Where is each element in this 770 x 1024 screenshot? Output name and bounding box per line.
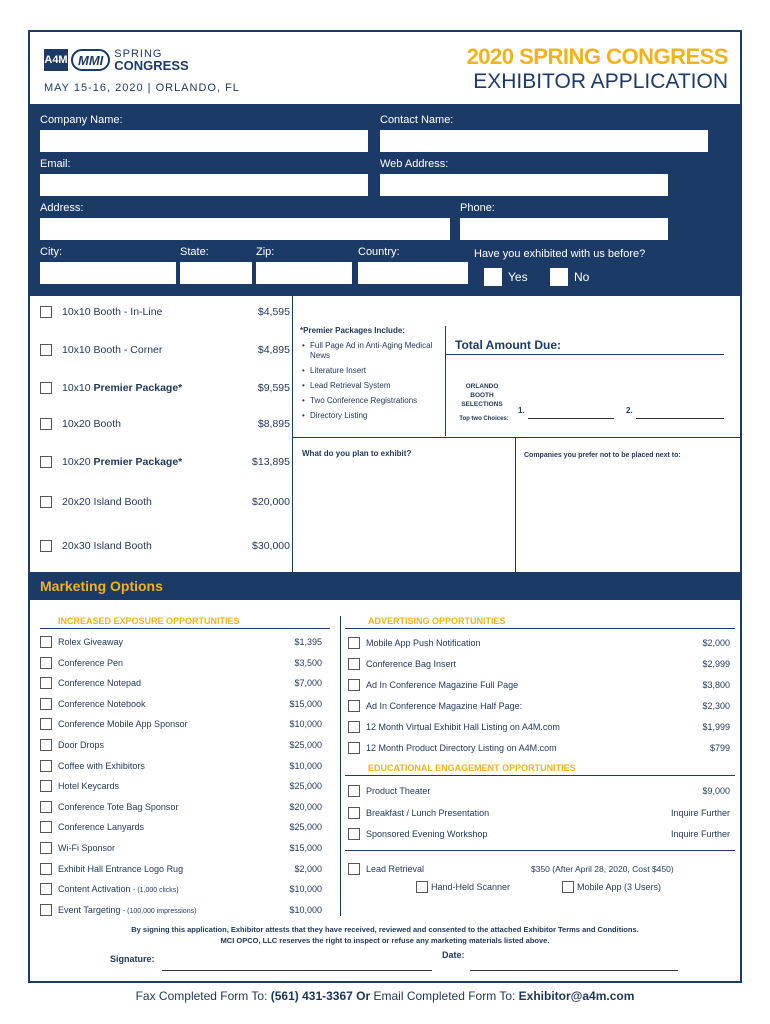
marketing-checkbox[interactable] [40,842,52,854]
divider [345,775,735,776]
booth-price: $8,895 [257,418,290,430]
selection-2-label: 2. [626,406,633,415]
educational-option[interactable] [348,784,730,798]
divider [345,850,735,851]
premier-item: • Two Conference Registrations [300,396,448,406]
marketing-option[interactable] [40,656,322,670]
educational-heading: EDUCATIONAL ENGAGEMENT OPPORTUNITIES [368,763,576,773]
logo [44,46,189,74]
advertising-option-price: $2,999 [702,659,730,669]
marketing-option[interactable] [40,635,322,649]
advertising-option-price: $799 [709,743,730,753]
marketing-checkbox[interactable] [40,863,52,875]
mmi-logo: MMI [71,49,110,71]
hand-held-checkbox[interactable] [416,881,428,893]
advertising-option-price: $1,999 [702,722,730,732]
fax-number: (561) 431-3367 [270,989,353,1003]
divider [292,437,740,438]
booth-name: 20x30 Island Booth [62,540,152,552]
marketing-option[interactable] [40,697,322,711]
marketing-option[interactable] [40,676,322,690]
state-field[interactable] [180,262,252,284]
booth-name: 10x10 Booth - In-Line [62,306,163,318]
or-text: Or [352,989,374,1003]
educational-option[interactable] [348,806,730,820]
booth-checkbox[interactable] [40,456,52,468]
educational-option[interactable] [348,827,730,841]
city-label: City: [40,246,62,258]
marketing-option-name: Door Drops [58,740,105,750]
marketing-option-price: $10,000 [289,884,322,895]
marketing-option-name: Content Activation - (1,000 clicks) [58,884,179,895]
city-field[interactable] [40,262,176,284]
booth-price: $20,000 [252,496,290,508]
web-field[interactable] [380,174,668,196]
marketing-option-name: Wi-Fi Sponsor [58,843,116,853]
booth-name: 10x20 Booth [62,418,121,430]
email-field[interactable] [40,174,368,196]
contact-name-field[interactable] [380,130,708,152]
premier-item: • Full Page Ad in Anti-Aging Medical News [300,341,448,361]
marketing-option-price: $10,000 [289,904,322,915]
marketing-option-name: Conference Pen [58,657,124,668]
marketing-option-price: $7,000 [294,678,322,689]
advertising-option-price: $3,800 [702,680,730,690]
a4m-logo: A4M [44,49,68,71]
booth-checkbox[interactable] [40,496,52,508]
zip-field[interactable] [256,262,352,284]
marketing-title: Marketing Options [40,578,163,594]
booth-option[interactable] [40,380,290,396]
advertising-option-price: $2,300 [702,701,730,711]
advertising-option-name: 12 Month Virtual Exhibit Hall Listing on A4M.com [366,722,560,732]
advertising-heading: ADVERTISING OPPORTUNITIES [368,616,506,626]
fax-label: Fax Completed Form To: [135,989,271,1003]
marketing-option[interactable] [40,800,322,814]
marketing-option[interactable] [40,862,322,876]
booth-option[interactable] [40,494,290,510]
lead-retrieval-name: Lead Retrieval [366,864,425,874]
date-label: Date: [442,950,465,960]
marketing-option-price: $10,000 [289,760,322,771]
premier-title: *Premier Packages Include: [300,326,405,335]
divider [515,437,516,572]
total-line[interactable] [446,354,724,355]
educational-option-price: Inquire Further [670,807,730,818]
marketing-checkbox[interactable] [40,821,52,833]
marketing-checkbox[interactable] [40,780,52,792]
marketing-option-name: Event Targeting - (100,000 impressions) [58,904,197,915]
marketing-checkbox[interactable] [40,904,52,916]
company-label: Company Name: [40,114,123,126]
marketing-option-name: Conference Lanyards [58,822,145,833]
marketing-option-price: $20,000 [289,801,322,812]
exhibited-question: Have you exhibited with us before? [474,248,646,260]
booth-name: 20x20 Island Booth [62,496,152,508]
lead-retrieval-checkbox[interactable] [348,863,360,875]
advertising-option[interactable] [348,636,730,650]
marketing-checkbox[interactable] [40,677,52,689]
educational-checkbox[interactable] [348,785,360,797]
mobile-app-checkbox[interactable] [562,881,574,893]
top-two-choices: Top two Choices: [459,416,509,422]
country-label: Country: [358,246,400,258]
total-label: Total Amount Due: [455,338,561,352]
marketing-bar [30,572,740,600]
marketing-option-price: $2,000 [294,863,322,874]
booth-option[interactable] [40,304,290,320]
advertising-checkbox[interactable] [348,742,360,754]
date-field[interactable] [470,970,678,971]
marketing-checkbox[interactable] [40,718,52,730]
marketing-option[interactable] [40,903,322,917]
marketing-option[interactable] [40,841,322,855]
mobile-app-label: Mobile App (3 Users) [577,882,662,892]
divider [292,296,293,572]
mobile-app-option[interactable] [562,881,661,893]
signature-field[interactable] [162,970,432,971]
booth-option[interactable] [40,416,290,432]
marketing-checkbox[interactable] [40,698,52,710]
divider [340,616,341,916]
address-field[interactable] [40,218,450,240]
booth-name: 10x20 Premier Package* [62,456,183,468]
marketing-option[interactable] [40,717,322,731]
marketing-checkbox[interactable] [40,883,52,895]
marketing-option-name: Conference Mobile App Sponsor [58,719,188,730]
booth-price: $30,000 [252,540,290,552]
no-checkbox[interactable] [550,268,568,286]
marketing-option-name: Exhibit Hall Entrance Logo Rug [58,863,184,874]
divider [445,326,446,436]
advertising-checkbox[interactable] [348,721,360,733]
no-label: No [574,270,590,284]
booth-checkbox[interactable] [40,540,52,552]
marketing-option-price: $15,000 [289,843,322,853]
marketing-option-name: Coffee with Exhibitors [58,760,145,771]
state-label: State: [180,246,209,258]
selection-2-field[interactable] [636,418,724,419]
educational-option-price: Inquire Further [670,829,730,839]
premier-packages [300,326,448,426]
booth-option[interactable] [40,454,290,470]
contact-section [30,104,740,296]
premier-item: • Directory Listing [300,411,448,421]
date-location: MAY 15-16, 2020 | ORLANDO, FL [44,82,240,94]
booth-checkbox[interactable] [40,382,52,394]
marketing-option-price: $25,000 [289,822,322,833]
advertising-checkbox[interactable] [348,700,360,712]
legal-line: By signing this application, Exhibitor attests that they have received, reviewed and consented to the attached Exhibitor Terms and Conditions. [131,925,639,934]
marketing-option-price: $25,000 [289,740,322,750]
marketing-option-price: $25,000 [289,781,322,792]
web-label: Web Address: [380,158,449,170]
educational-checkbox[interactable] [348,807,360,819]
advertising-option-name: Ad In Conference Magazine Half Page: [366,701,523,711]
footer [0,989,770,1003]
marketing-checkbox[interactable] [40,801,52,813]
selection-1-label: 1. [518,406,525,415]
marketing-option-name: Conference Tote Bag Sponsor [58,801,179,812]
marketing-option-name: Conference Notebook [58,698,146,709]
email-label: Email: [40,158,71,170]
booth-price: $9,595 [257,382,290,394]
lead-retrieval-price: $350 (After April 28, 2020, Cost $450) [531,864,674,874]
phone-field[interactable] [460,218,668,240]
selection-1-field[interactable] [528,418,614,419]
educational-option-price: $9,000 [702,786,730,796]
hand-held-scanner-option[interactable] [416,881,510,893]
marketing-option-name: Conference Notepad [58,678,142,689]
marketing-checkbox[interactable] [40,760,52,772]
booth-name: 10x10 Booth - Corner [62,344,163,356]
page-subtitle: EXHIBITOR APPLICATION [473,70,728,93]
booth-name: 10x10 Premier Package* [62,382,183,394]
educational-checkbox[interactable] [348,828,360,840]
marketing-checkbox[interactable] [40,657,52,669]
advertising-option-name: Conference Bag Insert [366,659,457,669]
advertising-option[interactable] [348,699,730,713]
logo-text [114,49,188,71]
divider [345,628,735,629]
premier-item: • Literature Insert [300,366,448,376]
booth-section [30,296,740,572]
marketing-option[interactable] [40,820,322,834]
divider [40,628,330,629]
marketing-option[interactable] [40,738,322,752]
hand-held-label: Hand-Held Scanner [431,882,511,892]
plan-question: What do you plan to exhibit? [302,449,412,458]
marketing-option-name: Hotel Keycards [58,781,120,792]
advertising-option-name: 12 Month Product Directory Listing on A4M.com [366,743,557,753]
orlando-booth-selections: ORLANDO BOOTH SELECTIONS [461,383,503,408]
advertising-option[interactable] [348,678,730,692]
yes-checkbox[interactable] [484,268,502,286]
email-label: Email Completed Form To: [373,989,519,1003]
header [30,32,740,104]
advertising-checkbox[interactable] [348,658,360,670]
booth-price: $4,895 [257,344,290,356]
page-title: 2020 SPRING CONGRESS [466,44,728,69]
address-label: Address: [40,202,84,214]
marketing-option-price: $3,500 [294,657,322,668]
marketing-option-price: $15,000 [289,698,322,709]
educational-option-name: Product Theater [366,786,431,796]
booth-option[interactable] [40,342,290,358]
country-field[interactable] [358,262,468,284]
booth-price: $13,895 [252,456,290,468]
advertising-checkbox[interactable] [348,637,360,649]
zip-label: Zip: [256,246,275,258]
phone-label: Phone: [460,202,495,214]
marketing-option[interactable] [40,882,322,896]
educational-option-name: Breakfast / Lunch Presentation [366,807,490,818]
marketing-option[interactable] [40,779,322,793]
booth-checkbox[interactable] [40,344,52,356]
increased-exposure-heading: INCREASED EXPOSURE OPPORTUNITIES [58,616,240,626]
booth-price: $4,595 [257,306,290,318]
lead-retrieval-row[interactable] [348,862,728,876]
logo-congress: CONGRESS [114,58,189,73]
company-field[interactable] [40,130,368,152]
marketing-option-name: Rolex Giveaway [58,637,124,647]
booth-checkbox[interactable] [40,306,52,318]
advertising-checkbox[interactable] [348,679,360,691]
booth-checkbox[interactable] [40,418,52,430]
marketing-option-price: $10,000 [289,719,322,730]
advertising-option[interactable] [348,741,730,755]
booth-option[interactable] [40,538,290,554]
advertising-option-price: $2,000 [702,638,730,648]
signature-label: Signature: [110,954,155,964]
application-form [28,30,742,983]
marketing-checkbox[interactable] [40,636,52,648]
logo-spring: SPRING [114,48,163,60]
marketing-option[interactable] [40,759,322,773]
marketing-option-price: $1,395 [294,637,322,647]
legal-line: MCI OPCO, LLC reserves the right to inspect or refuse any marketing materials listed above. [220,936,550,945]
contact-name-label: Contact Name: [380,114,454,126]
prefer-question: Companies you prefer not to be placed next to: [524,452,681,459]
advertising-option[interactable] [348,720,730,734]
advertising-option-name: Mobile App Push Notification [366,638,481,648]
premier-item: • Lead Retrieval System [300,381,448,391]
advertising-option[interactable] [348,657,730,671]
advertising-option-name: Ad In Conference Magazine Full Page [366,680,519,690]
marketing-checkbox[interactable] [40,739,52,751]
educational-option-name: Sponsored Evening Workshop [366,829,488,839]
legal-text [30,924,740,946]
email-link[interactable]: Exhibitor@a4m.com [518,989,635,1003]
yes-label: Yes [508,270,528,284]
